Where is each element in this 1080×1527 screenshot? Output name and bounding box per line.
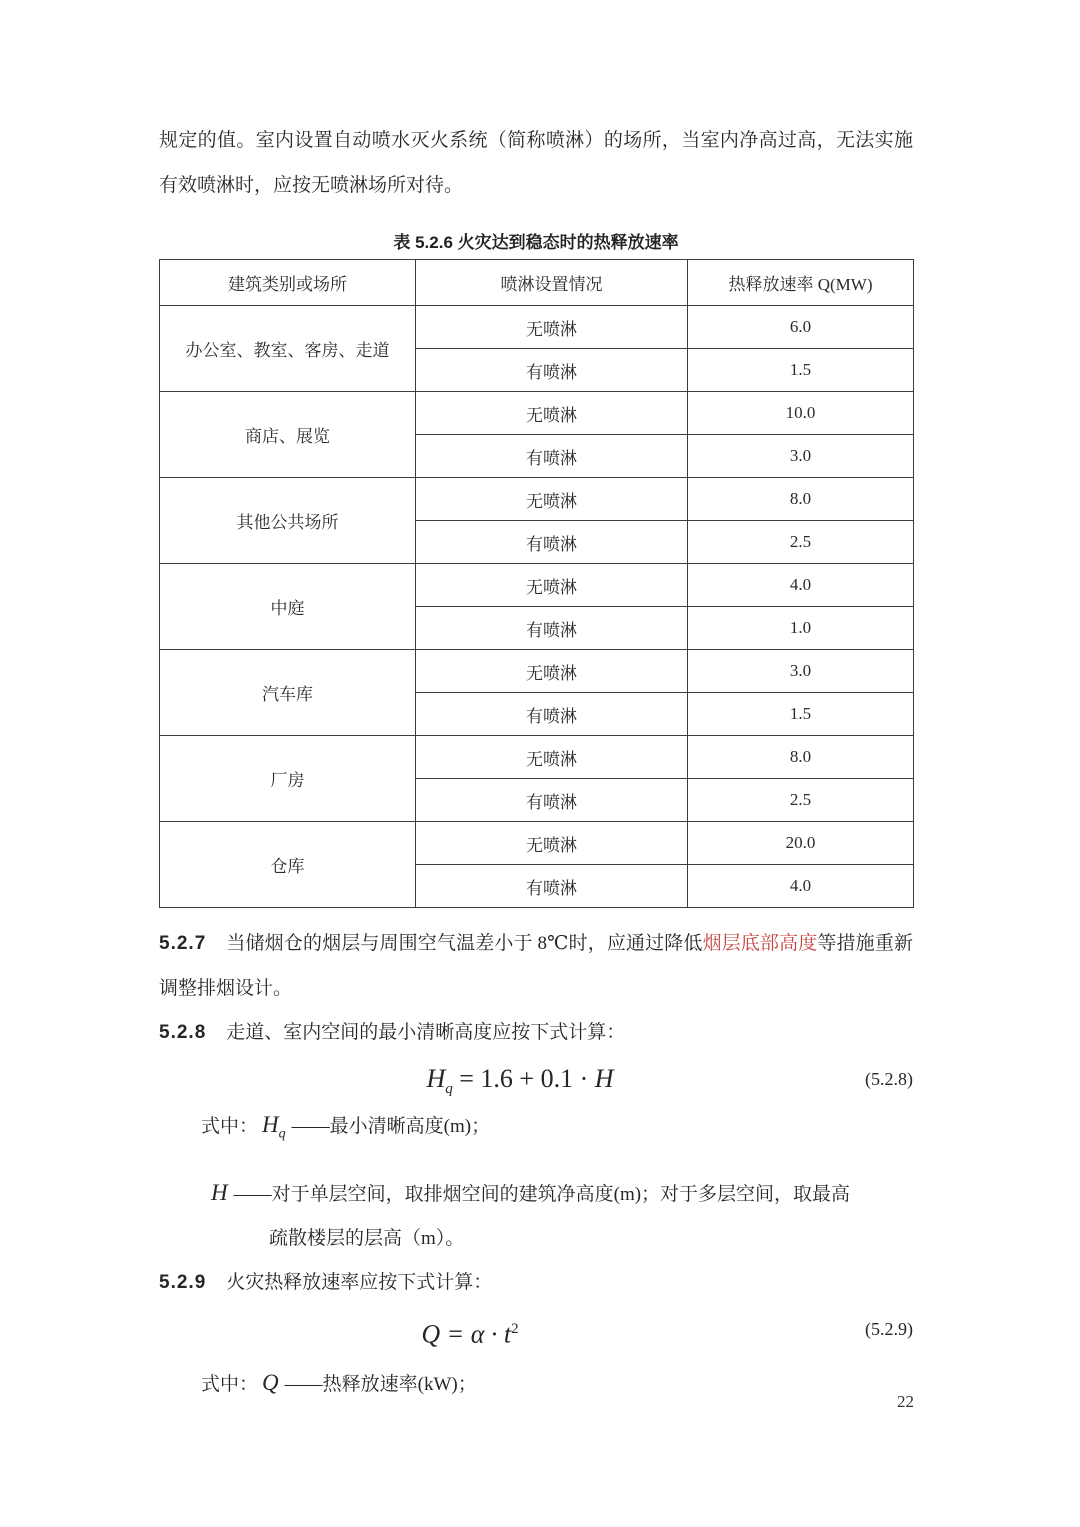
category-cell: 仓库 — [160, 822, 416, 908]
section-529-text: 火灾热释放速率应按下式计算： — [226, 1271, 493, 1293]
heat-release-value-cell: 1.5 — [688, 349, 914, 392]
var-q-symbol: Q — [262, 1369, 279, 1395]
section-5-2-7-paragraph — [159, 921, 913, 1011]
var-hq-base: H — [262, 1112, 279, 1137]
formula-528-row — [159, 1055, 913, 1103]
category-cell: 其他公共场所 — [160, 478, 416, 564]
sprinkler-condition-cell: 无喷淋 — [416, 306, 688, 349]
var-h-description: ——对于单层空间，取排烟空间的建筑净高度(m)；对于多层空间，取最高 — [233, 1183, 851, 1205]
sprinkler-condition-cell: 无喷淋 — [416, 650, 688, 693]
heat-release-value-cell: 8.0 — [688, 478, 914, 521]
column-header-category: 建筑类别或场所 — [160, 260, 416, 306]
formula-529-superscript: 2 — [511, 1320, 519, 1337]
section-number-529: 5.2.9 — [159, 1271, 207, 1293]
var-h-definition-continued: 疏散楼层的层高（m）。 — [269, 1227, 465, 1249]
formula-528-variable: H — [426, 1064, 446, 1093]
heat-release-value-cell: 2.5 — [688, 521, 914, 564]
sprinkler-condition-cell: 有喷淋 — [416, 435, 688, 478]
sprinkler-condition-cell: 有喷淋 — [416, 521, 688, 564]
formula-528-rhs: = 1.6 + 0.1 · — [452, 1064, 595, 1093]
formula-529-label: (5.2.9) — [865, 1318, 913, 1339]
sprinkler-condition-cell: 无喷淋 — [416, 564, 688, 607]
page-number: 22 — [897, 1392, 914, 1411]
heat-release-value-cell: 1.0 — [688, 607, 914, 650]
formula-528-rhs-variable: H — [594, 1064, 614, 1093]
section-number-528: 5.2.8 — [159, 1022, 207, 1043]
formula-529-row — [159, 1305, 913, 1353]
formula-529-rhs: = α · t — [440, 1319, 512, 1349]
var-hq-description: ——最小清晰高度(m)； — [291, 1116, 491, 1137]
heat-release-value-cell: 6.0 — [688, 306, 914, 349]
section-5-2-9-heading — [159, 1261, 913, 1305]
formula-528-subscript: q — [445, 1081, 453, 1098]
sprinkler-condition-cell: 无喷淋 — [416, 392, 688, 435]
section-527-text-pre: 当储烟仓的烟层与周围空气温差小于 8℃时，应通过降低 — [226, 933, 703, 954]
sprinkler-condition-cell: 有喷淋 — [416, 779, 688, 822]
var-h-symbol: H — [211, 1179, 228, 1205]
where-label-528: 式中： — [201, 1116, 259, 1137]
intro-text: 规定的值。室内设置自动喷水灭火系统（简称喷淋）的场所，当室内净高过高，无法实施有效喷淋时，应按无喷淋场所对待。 — [159, 130, 913, 196]
category-cell: 中庭 — [160, 564, 416, 650]
column-header-heat-release: 热释放速率 Q(MW) — [688, 260, 914, 306]
sprinkler-condition-cell: 无喷淋 — [416, 822, 688, 865]
heat-release-value-cell: 20.0 — [688, 822, 914, 865]
heat-release-value-cell: 1.5 — [688, 693, 914, 736]
table-row — [160, 822, 914, 865]
heat-release-value-cell: 2.5 — [688, 779, 914, 822]
column-header-sprinkler: 喷淋设置情况 — [416, 260, 688, 306]
sprinkler-condition-cell: 无喷淋 — [416, 478, 688, 521]
heat-release-value-cell: 3.0 — [688, 435, 914, 478]
section-527-red-text: 烟层底部高度 — [702, 933, 818, 954]
heat-release-value-cell: 8.0 — [688, 736, 914, 779]
var-q-description: ——热释放速率(kW)； — [284, 1373, 477, 1395]
table-header-row — [160, 260, 914, 306]
formula-528 — [426, 1055, 613, 1113]
heat-release-value-cell: 4.0 — [688, 564, 914, 607]
sprinkler-condition-cell: 有喷淋 — [416, 349, 688, 392]
section-527-text-post: 等措施重新调整排烟设计。 — [159, 933, 913, 999]
sprinkler-condition-cell: 有喷淋 — [416, 865, 688, 908]
table-row — [160, 306, 914, 349]
var-hq-symbol — [258, 1112, 292, 1142]
sprinkler-condition-cell: 有喷淋 — [416, 693, 688, 736]
heat-release-value-cell: 3.0 — [688, 650, 914, 693]
document-content — [159, 0, 913, 1407]
where-clause-529 — [159, 1361, 913, 1407]
table-row — [160, 650, 914, 693]
sprinkler-condition-cell: 无喷淋 — [416, 736, 688, 779]
category-cell: 厂房 — [160, 736, 416, 822]
formula-528-label: (5.2.8) — [865, 1069, 913, 1089]
heat-release-value-cell: 4.0 — [688, 865, 914, 908]
heat-release-value-cell: 10.0 — [688, 392, 914, 435]
table-row — [160, 564, 914, 607]
section-5-2-8-heading — [159, 1011, 913, 1055]
category-cell: 汽车库 — [160, 650, 416, 736]
heat-release-rate-table — [159, 259, 914, 908]
category-cell: 办公室、教室、客房、走道 — [160, 306, 416, 392]
intro-paragraph — [159, 118, 913, 208]
category-cell: 商店、展览 — [160, 392, 416, 478]
table-row — [160, 392, 914, 435]
var-h-definition — [159, 1171, 913, 1217]
formula-529 — [421, 1305, 518, 1359]
formula-529-variable: Q — [421, 1319, 441, 1349]
var-hq-sub: q — [278, 1126, 286, 1142]
section-number-527: 5.2.7 — [159, 933, 207, 954]
table-title: 表 5.2.6 火灾达到稳态时的热释放速率 — [393, 233, 679, 252]
section-528-text: 走道、室内空间的最小清晰高度应按下式计算： — [226, 1022, 626, 1043]
table-row — [160, 736, 914, 779]
table-row — [160, 478, 914, 521]
where-label-529: 式中： — [201, 1373, 259, 1395]
sprinkler-condition-cell: 有喷淋 — [416, 607, 688, 650]
